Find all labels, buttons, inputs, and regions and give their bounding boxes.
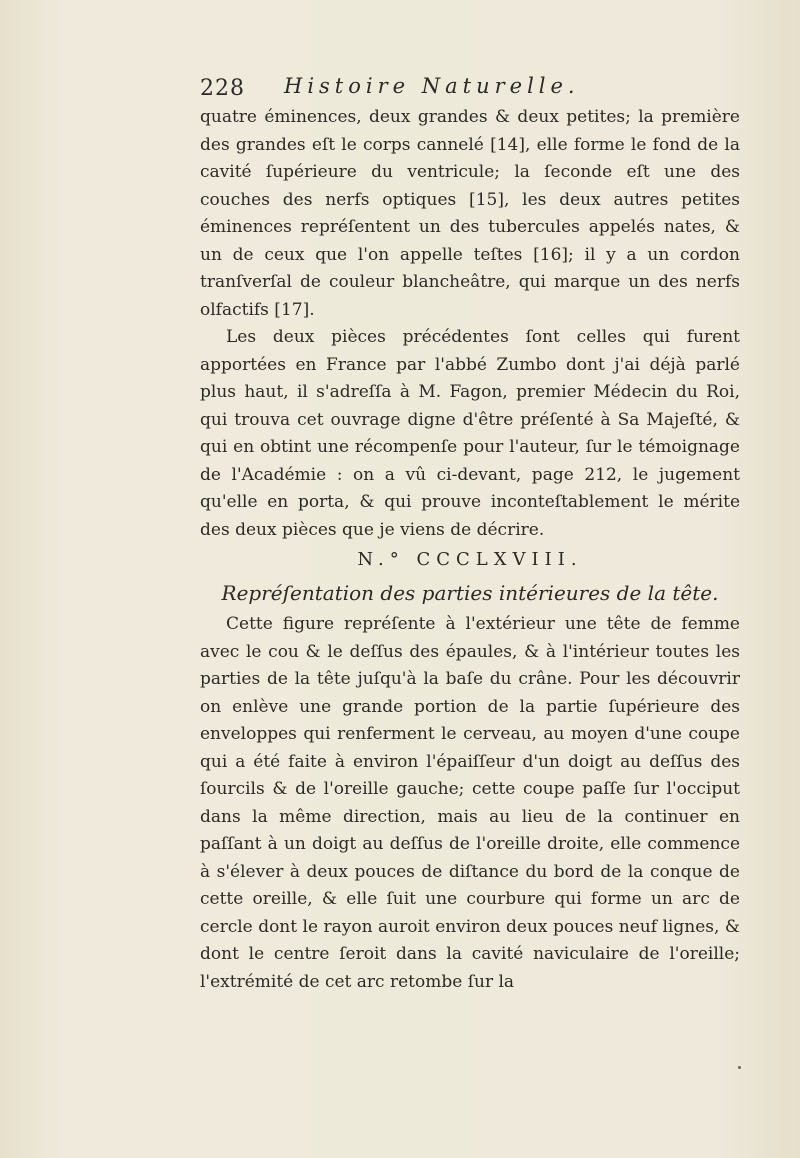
section-number: N.° CCCLXVIII. xyxy=(357,549,583,570)
page-number: 228 xyxy=(200,76,245,101)
body-text xyxy=(200,104,740,996)
paragraph-description: Cette figure repréſente à l'extérieur une tête de femme avec le cou & le deſſus des épaules, & à l'intérieur toutes les parties de la tête juſqu'à la baſe du crâne. Pour les découvrir on enlève une grande portion de la partie ſupérieure des enveloppes qui renferment le cerveau, au moyen d'une coupe qui a été faite à environ l'épaiſſeur d'un doigt au deſſus des ſourcils & de l'oreille gauche; cette coupe paſſe ſur l'occiput dans la même direction, mais au lieu de la continuer en paſſant à un doigt au deſſus de l'oreille droite, elle commence à s'élever à deux pouces de diſtance du bord de la conque de cette oreille, & elle ſuit une courbure qui forme un arc de cercle dont le rayon auroit environ deux pouces neuf lignes, & dont le centre ſeroit dans la cavité naviculaire de l'oreille; l'extrémité de cet arc retombe ſur la xyxy=(200,614,740,992)
paragraph-zumbo: Les deux pièces précédentes ſont celles qui furent apportées en France par l'abbé Zumbo dont j'ai déjà parlé plus haut, il s'adreſſa à M. Fagon, premier Médecin du Roi, qui trouva cet ouvrage digne d'être préſenté à Sa Majeſté, & qui en obtint une récompenſe pour l'auteur, ſur le témoignage de l'Académie : on a vû ci-devant, page 212, le jugement qu'elle en porta, & qui prouve inconteſtablement le mérite des deux pièces que je viens de décrire. xyxy=(200,327,740,540)
section-title: Repréſentation des parties intérieures de la tête. xyxy=(221,580,719,605)
page-header xyxy=(200,74,660,106)
running-title: Histoire Naturelle. xyxy=(284,74,580,98)
paragraph-continued: quatre éminences, deux grandes & deux petites; la première des grandes eſt le corps cannelé [14], elle forme le fond de la cavité ſupérieure du ventricule; la ſeconde eſt une des couches des nerfs optiques [15], les deux autres petites éminences repréſentent un des tubercules appelés nates, & un de ceux que l'on appelle teſtes [16]; il y a un cordon tranſverſal de couleur blancheâtre, qui marque un des nerfs olfactifs [17]. xyxy=(200,107,740,320)
paper-speck xyxy=(738,1066,741,1069)
